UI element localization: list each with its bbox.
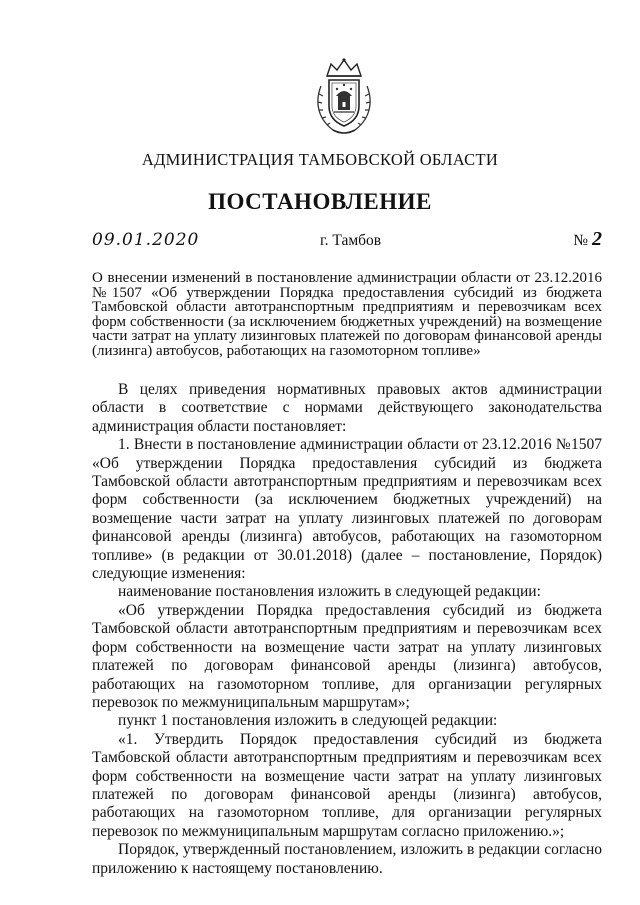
document-subject: О внесении изменений в постановление администрации области от 23.12.2016 №1507 «Об утверждении Порядка предоставления субсидий из бюджета Тамбовской области автотранспортным предприятиям и перевозчикам всех форм собственности (за исключением бюджетных учреждений) на возмещение части затрат на уплату лизинговых платежей по договорам финансовой аренды (лизинга) автобусов, работающих на газомоторном топливе» [92, 270, 602, 359]
paragraph-name-change: наименование постановления изложить в следующей редакции: [118, 583, 541, 601]
document-meta [92, 228, 602, 256]
paragraph-preamble: В целях приведения нормативных правовых актов администрации области в соответствие с нормами действующего законодательства администрация области постановляет: [92, 381, 602, 435]
number-value: 2 [592, 228, 602, 250]
paragraph-procedure: Порядок, утвержденный постановлением, изложить в редакции согласно приложению к настоящему постановлению. [92, 841, 602, 877]
organization-name: АДМИНИСТРАЦИЯ ТАМБОВСКОЙ ОБЛАСТИ [141, 150, 499, 169]
paragraph-point-1-change: пункт 1 постановления изложить в следующей редакции: [118, 712, 498, 730]
number-label: № [573, 232, 588, 249]
paragraph-new-point-1: «1. Утвердить Порядок предоставления субсидий из бюджета Тамбовской области автотранспортным предприятиям и перевозчикам всех форм собственности на возмещение части затрат на уплату лизинговых платежей по договорам финансовой аренды (лизинга) автобусов, работающих на газомоторном топливе, для организации регулярных перевозок по межмуниципальным маршрутам согласно приложению.»; [92, 730, 602, 840]
tambov-coat-of-arms-icon [313, 56, 375, 138]
document-body [92, 381, 602, 878]
document-number [573, 228, 602, 251]
document-type: ПОСТАНОВЛЕНИЕ [208, 189, 432, 214]
document-city: г. Тамбов [320, 232, 382, 249]
document-date: 09.01.2020 [92, 230, 200, 250]
paragraph-item-1: 1. Внести в постановление администрации области от 23.12.2016 №1507 «Об утверждении Порядка предоставления субсидий из бюджета Тамбовской области автотранспортным предприятиям и перевозчикам всех форм собственности (за исключением бюджетных учреждений) на возмещение части затрат на уплату лизинговых платежей по договорам финансовой аренды (лизинга) автобусов, работающих на газомоторном топливе» (в редакции от 30.01.2018) (далее – постановление, Порядок) следующие изменения: [92, 436, 602, 583]
paragraph-new-name: «Об утверждении Порядка предоставления субсидий из бюджета Тамбовской области автотранспортным предприятиям и перевозчикам всех форм собственности на возмещение части затрат на уплату лизинговых платежей по договорам финансовой аренды (лизинга) автобусов, работающих на газомоторном топливе, для организации регулярных перевозок по межмуниципальным маршрутам»; [92, 601, 602, 711]
